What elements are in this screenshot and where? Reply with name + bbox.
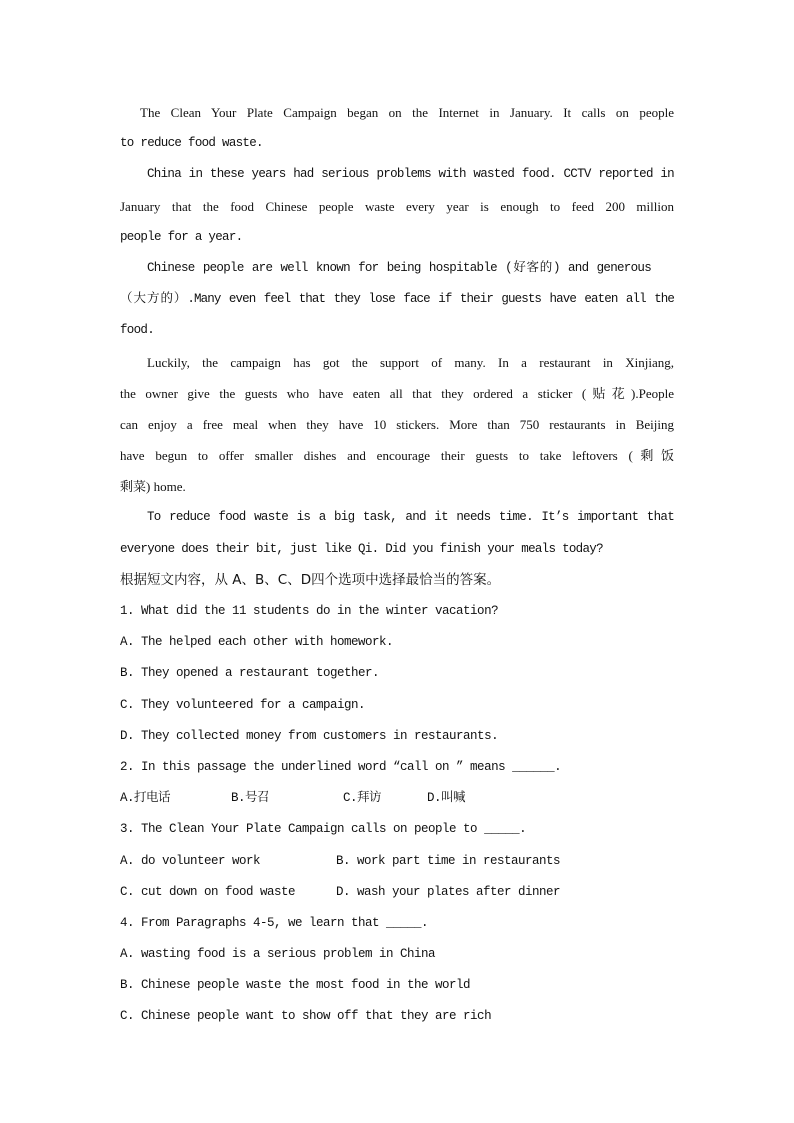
passage-line: January that the food Chinese people waste every year is enough to feed 200 million — [120, 198, 674, 214]
passage-line: everyone does their bit, just like Qi. Did you finish your meals today? — [120, 541, 603, 556]
passage-line: The Clean Your Plate Campaign began on the Internet in January. It calls on people — [140, 105, 674, 120]
options-row — [120, 846, 674, 877]
option-b: B. They opened a restaurant together. — [120, 666, 380, 681]
passage-line: food. — [120, 323, 155, 338]
question-stem: 1. What did the 11 students do in the winter vacation? — [120, 604, 499, 618]
passage-paragraph-5 — [120, 502, 674, 564]
option-a: A.打电话 — [120, 791, 171, 806]
passage-line: To reduce food waste is a big task, and it needs time. It’s important that — [147, 510, 674, 525]
question-stem: 2. In this passage the underlined word “call on ” means ______. — [120, 759, 562, 774]
question-3 — [120, 814, 674, 908]
option-c: C. Chinese people want to show off that they are rich — [120, 1009, 492, 1024]
passage-line: people for a year. — [120, 229, 243, 244]
passage-line: Chinese people are well known for being hospitable (好客的) and generous — [147, 260, 651, 275]
question-stem: 3. The Clean Your Plate Campaign calls on people to _____. — [120, 822, 527, 837]
question-instructions: 根据短文内容，从 A、B、C、D四个选项中选择最恰当的答案。 — [120, 571, 501, 588]
option-d: D. wash your plates after dinner — [336, 884, 561, 899]
option-a: A. The helped each other with homework. — [120, 635, 394, 650]
question-4 — [120, 908, 674, 1033]
passage-line: （大方的）.Many even feel that they lose face if their guests have eaten all the — [120, 292, 674, 307]
options-row — [120, 783, 674, 814]
option-d: D. They collected money from customers in restaurants. — [120, 728, 499, 743]
passage-line: can enjoy a free meal when they have 10 stickers. More than 750 restaurants in Beijing — [120, 416, 674, 432]
question-1 — [120, 596, 674, 752]
option-a: A. wasting food is a serious problem in China — [120, 947, 436, 962]
option-b: B. Chinese people waste the most food in the world — [120, 978, 471, 993]
option-d: D.叫喊 — [427, 791, 466, 806]
option-c: C.拜访 — [343, 791, 382, 806]
document-content — [120, 97, 674, 1033]
option-c: C. cut down on food waste — [120, 884, 296, 899]
question-2 — [120, 752, 674, 814]
options-row — [120, 877, 674, 908]
option-c: C. They volunteered for a campaign. — [120, 697, 366, 712]
passage-line: to reduce food waste. — [120, 136, 263, 151]
passage-paragraph-4 — [120, 347, 674, 503]
option-a: A. do volunteer work — [120, 853, 261, 868]
passage-line: 剩菜) home. — [120, 479, 186, 495]
option-b: B. work part time in restaurants — [336, 853, 561, 868]
passage-paragraph-3 — [120, 253, 674, 347]
passage-line: the owner give the guests who have eaten all that they ordered a sticker (贴花).People — [120, 385, 674, 401]
passage-paragraph-2 — [120, 159, 674, 253]
passage-line: China in these years had serious problems with wasted food. CCTV reported in — [147, 167, 674, 182]
passage-paragraph-1 — [120, 97, 674, 159]
question-stem: 4. From Paragraphs 4-5, we learn that _____. — [120, 915, 429, 930]
passage-line: Luckily, the campaign has got the support of many. In a restaurant in Xinjiang, — [147, 354, 674, 370]
passage-line: have begun to offer smaller dishes and encourage their guests to take leftovers (剩饭 — [120, 448, 674, 464]
option-b: B.号召 — [231, 791, 270, 806]
